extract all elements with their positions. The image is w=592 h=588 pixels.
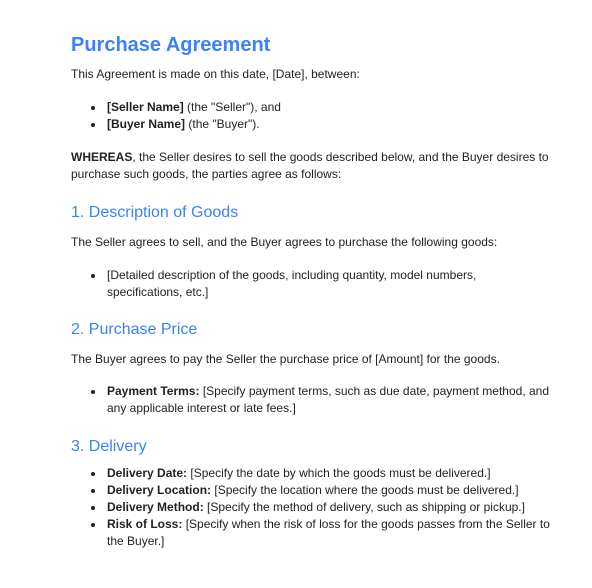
party-seller [107, 99, 552, 116]
risk-of-loss-text: [Specify when the risk of loss for the goods passes from the Seller to the Buyer.] [107, 517, 550, 548]
document-title: Purchase Agreement [71, 34, 271, 56]
description-list [71, 267, 552, 301]
delivery-method-text: [Specify the method of delivery, such as shipping or pickup.] [203, 500, 525, 514]
delivery-date-item [107, 465, 552, 482]
delivery-location-item [107, 482, 552, 499]
section-text-description: The Seller agrees to sell, and the Buyer agrees to purchase the following goods: [71, 235, 498, 249]
delivery-method-item [107, 499, 552, 516]
whereas-label: WHEREAS [71, 150, 133, 164]
section-heading-delivery: 3. Delivery [71, 438, 147, 455]
delivery-method-label: Delivery Method: [107, 500, 204, 514]
parties-list [71, 99, 552, 133]
delivery-location-text: [Specify the location where the goods must be delivered.] [211, 483, 519, 497]
delivery-list [71, 465, 552, 550]
section-heading-price: 2. Purchase Price [71, 321, 198, 338]
buyer-role: (the "Buyer"). [185, 117, 260, 131]
section-text-price: The Buyer agrees to pay the Seller the purchase price of [Amount] for the goods. [71, 352, 500, 366]
intro-paragraph: This Agreement is made on this date, [Date], between: [71, 67, 360, 81]
whereas-text: , the Seller desires to sell the goods described below, and the Buyer desires to purchase such goods, the parties agree as follows: [71, 150, 549, 181]
party-buyer [107, 116, 552, 133]
delivery-date-label: Delivery Date: [107, 466, 188, 480]
seller-name: [Seller Name] [107, 100, 184, 114]
delivery-date-text: [Specify the date by which the goods must be delivered.] [187, 466, 491, 480]
seller-role: (the "Seller"), and [183, 100, 281, 114]
buyer-name: [Buyer Name] [107, 117, 186, 131]
risk-of-loss-item [107, 516, 552, 550]
payment-terms-item [107, 383, 552, 417]
description-item: [Detailed description of the goods, including quantity, model numbers, specifications, etc.] [107, 267, 552, 301]
section-heading-description: 1. Description of Goods [71, 204, 239, 221]
whereas-paragraph [71, 149, 552, 183]
payment-terms-label: Payment Terms: [107, 384, 200, 398]
payment-terms-text: [Specify payment terms, such as due date, payment method, and any applicable interest or late fees.] [107, 384, 550, 415]
delivery-location-label: Delivery Location: [107, 483, 212, 497]
risk-of-loss-label: Risk of Loss: [107, 517, 183, 531]
price-list [71, 383, 552, 417]
